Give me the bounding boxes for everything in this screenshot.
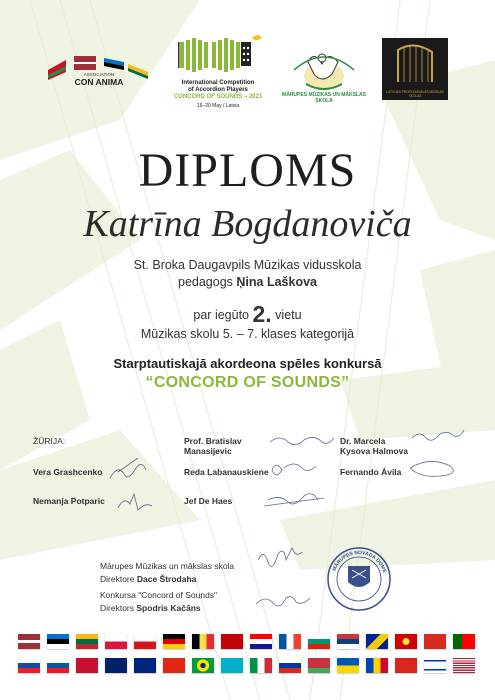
jury-member: Vera Grashcenko bbox=[33, 467, 103, 477]
recipient-name: Katrīna Bogdanoviča bbox=[83, 203, 412, 245]
footer-director-name: Dace Štrodaha bbox=[136, 574, 197, 584]
footer-director-role: Direktore bbox=[100, 574, 135, 584]
flag-north-macedonia-icon bbox=[395, 634, 417, 649]
competition-line1: International Competition bbox=[181, 80, 255, 86]
official-stamp bbox=[326, 546, 392, 612]
harp-logo-text: LATVIJAS PROFESIONĀLĀS MŪZIKAS SKOLAS bbox=[386, 90, 444, 98]
signature-labanauskiene bbox=[272, 464, 316, 475]
school-logo-text: MĀRUPES MŪZIKAS UN MĀKSLAS SKOLA bbox=[282, 92, 366, 104]
flag-vietnam-icon bbox=[395, 658, 417, 673]
teacher-prefix: pedagogs bbox=[178, 275, 233, 289]
flag-israel-icon bbox=[424, 658, 446, 673]
flag-serbia-icon bbox=[337, 634, 359, 649]
flag-portugal-icon bbox=[453, 634, 475, 649]
signature-potparic bbox=[118, 494, 152, 510]
association-name: CON ANIMA bbox=[74, 77, 124, 87]
jury-member: Jef De Haes bbox=[184, 496, 233, 506]
flag-poland-icon bbox=[105, 634, 127, 649]
jury-label: ŽŪRIJA: bbox=[33, 436, 66, 446]
stamp-seal-icon bbox=[326, 546, 392, 612]
footer-school: Mārupes Mūzikas un mākslas skola bbox=[100, 561, 235, 571]
competition-line3: CONCORD OF SOUNDS – 2021 bbox=[173, 94, 263, 100]
association-label: ASSOCIATION bbox=[83, 72, 115, 77]
jury-member: Dr. Marcela Kysova Halmova bbox=[340, 436, 409, 456]
jury-member: Fernando Ávila bbox=[340, 467, 402, 477]
flag-switzerland-icon bbox=[424, 634, 446, 649]
jury-member: Prof. Bratislav Manasijevic bbox=[184, 436, 242, 456]
footer-contest-director-line bbox=[100, 602, 201, 615]
category-line: Mūzikas skolu 5. – 7. klases kategorijā bbox=[140, 327, 355, 341]
flag-belgium-icon bbox=[192, 634, 214, 649]
school-line: St. Broka Daugavpils Mūzikas vidusskola bbox=[133, 258, 362, 272]
flag-ukraine-icon bbox=[337, 658, 359, 673]
flag-italy-icon bbox=[250, 658, 272, 673]
flag-estonia-icon bbox=[47, 634, 69, 649]
flag-france-icon bbox=[279, 634, 301, 649]
flag-montenegro-icon bbox=[221, 634, 243, 649]
flag-czechia-icon bbox=[134, 634, 156, 649]
signature-strodaha bbox=[258, 548, 302, 567]
flag-germany-icon bbox=[163, 634, 185, 649]
competition-line4: 16–20 May / Latvia bbox=[196, 103, 240, 109]
flag-slovakia-icon bbox=[18, 658, 40, 673]
flag-brazil-icon bbox=[192, 658, 214, 673]
flag-croatia-icon bbox=[250, 634, 272, 649]
flag-russia-icon bbox=[279, 658, 301, 673]
flag-slovenia-icon bbox=[47, 658, 69, 673]
footer-contest: Konkursa "Concord of Sounds" bbox=[100, 590, 218, 600]
flag-latvia-icon bbox=[18, 634, 40, 649]
jury-member: Reda Labanauskiene bbox=[184, 467, 269, 477]
signature-avila bbox=[410, 461, 453, 476]
signature-halmova bbox=[412, 430, 464, 440]
flag-new-zealand-icon bbox=[134, 658, 156, 673]
flag-kazakhstan-icon bbox=[221, 658, 243, 673]
competition-name: “CONCORD OF SOUNDS” bbox=[145, 374, 350, 391]
flag-bosnia-icon bbox=[366, 634, 388, 649]
teacher-name: Ņina Laškova bbox=[236, 275, 317, 289]
flag-bulgaria-icon bbox=[308, 634, 330, 649]
competition-line2: of Accordion Players bbox=[188, 87, 248, 93]
flag-moldova-icon bbox=[366, 658, 388, 673]
flag-denmark-icon bbox=[76, 658, 98, 673]
signature-dehaes bbox=[264, 494, 324, 506]
footer-contest-director-name: Spodris Kačāns bbox=[136, 603, 201, 613]
signature-manasijevic bbox=[270, 437, 334, 444]
award-suffix: vietu bbox=[275, 308, 302, 322]
award-place: 2. bbox=[252, 301, 272, 327]
jury-member: Nemanja Potparic bbox=[33, 496, 105, 506]
signature-kacans bbox=[256, 597, 310, 606]
flag-australia-icon bbox=[105, 658, 127, 673]
footer-director-line bbox=[100, 573, 196, 586]
footer-contest-director-role: Direktors bbox=[100, 603, 135, 613]
stamp-text: MĀRUPES NOVADA DOME bbox=[331, 549, 388, 574]
flag-lithuania-icon bbox=[76, 634, 98, 649]
flag-usa-icon bbox=[453, 658, 475, 673]
flag-belarus-icon bbox=[308, 658, 330, 673]
competition-line: Starptautiskajā akordeona spēles konkursā bbox=[113, 356, 382, 371]
flag-china-icon bbox=[163, 658, 185, 673]
diploma-title: DIPLOMS bbox=[138, 144, 357, 197]
award-prefix: par iegūto bbox=[193, 308, 250, 322]
signature-grashcenko bbox=[110, 458, 146, 478]
